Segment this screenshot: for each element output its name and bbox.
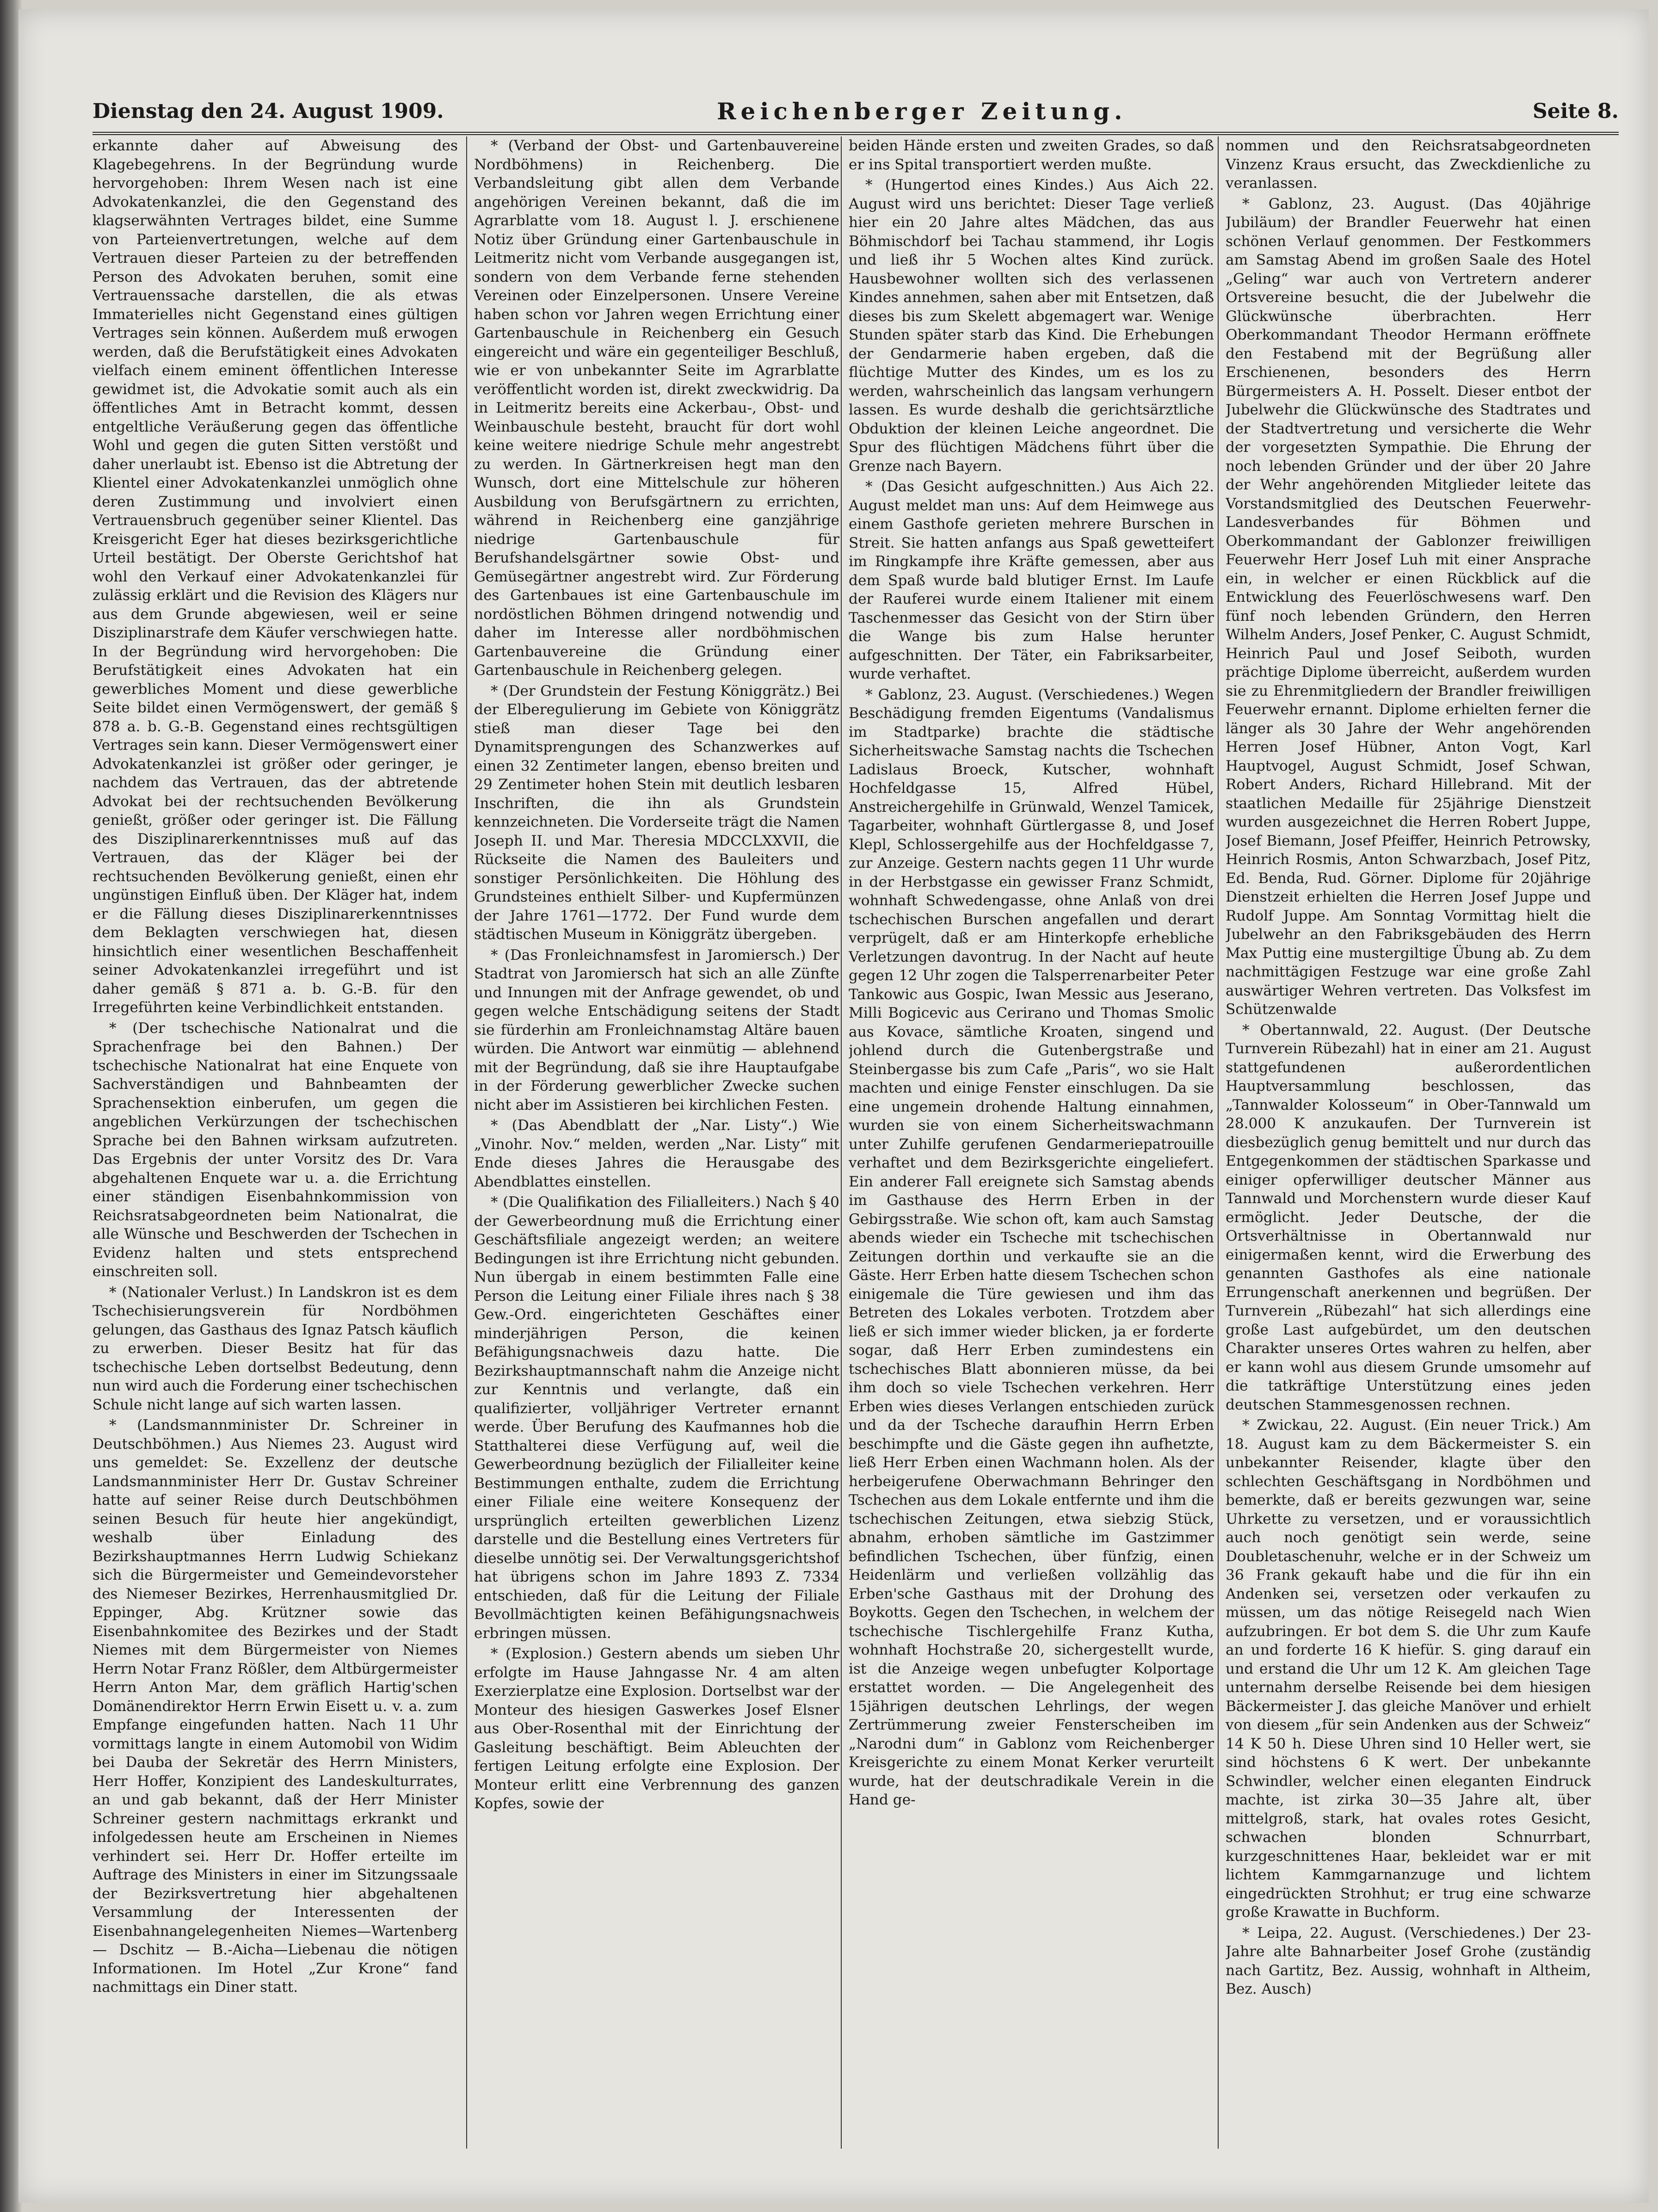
column-4 [1226, 136, 1591, 2149]
article-paragraph: erkannte daher auf Abweisung des Klagebegehrens. In der Begründung wurde hervorgehoben: Ihrem Wesen nach ist eine Advokatenkanzlei, die den Gegenstand des klagserwähnten Vertrages bildet, eine Summe von Parteienvertretungen, welche auf dem Vertrauen dieser Parteien zu der betreffenden Person des Advokaten beruhen, somit eine Vertrauenssache darstellen, die als etwas Immaterielles nicht Gegenstand eines gültigen Vertrages sein können. Außerdem muß erwogen werden, daß die Berufstätigkeit eines Advokaten vielfach einem eminent öffentlichen Interesse gewidmet ist, die Advokatie somit auch als ein öffentliches Amt in Betracht kommt, dessen entgeltliche Veräußerung gegen das öffentliche Wohl und gegen die guten Sitten verstößt und daher unerlaubt ist. Ebenso ist die Abtretung der Klientel einer Advokatenkanzlei unmöglich ohne deren Zustimmung und involviert einen Vertrauensbruch gegenüber seiner Klientel. Das Kreisgericht Eger hat dieses bezirksgerichtliche Urteil bestätigt. Der Oberste Gerichtshof hat wohl den Verkauf einer Advokatenkanzlei für zulässig erklärt und die Revision des Klägers nur aus dem Grunde abgewiesen, weil er seine Disziplinarstrafe dem Käufer verschwiegen hatte. In der Begründung wird hervorgehoben: Die Berufstätigkeit eines Advokaten hat ein gewerbliches Moment und diese gewerbliche Seite bildet einen Vermögenswert, der gemäß § 878 a. b. G.-B. Gegenstand eines rechtsgültigen Vertrages sein kann. Dieser Vermögenswert einer Advokatenkanzlei ist größer oder geringer, je nachdem das Vertrauen, das der abtretende Advokat bei der rechtsuchenden Bevölkerung genießt, größer oder geringer ist. Die Fällung des Disziplinarerkenntnisses muß auf das Vertrauen, das der Kläger bei der rechtsuchenden Bevölkerung genießt, einen ehr ungünstigen Einfluß üben. Der Kläger hat, indem er die Fällung dieses Disziplinarerkenntnisses dem Beklagten verschwiegen hat, diesen hinsichtlich einer wesentlichen Beschaffenheit seiner Advokatenkanzlei irregeführt und ist daher gemäß § 871 a. b. G.-B. für den Irregeführten keine Verbindlichkeit entstanden. [92, 137, 458, 1016]
column-rule [466, 136, 467, 2149]
masthead [92, 95, 1619, 135]
issue-date: Dienstag den 24. August 1909. [92, 99, 444, 123]
article-paragraph: * (Hungertod eines Kindes.) Aus Aich 22. August wird uns berichtet: Dieser Tage verließ hier ein 20 Jahre altes Mädchen, das aus Böhmischdorf bei Tachau stammend, ihr Logis und ließ ihr 5 Wochen altes Kind zurück. Hausbewohner wollten sich des verlassenen Kindes annehmen, sahen aber mit Entsetzen, daß dieses bis zum Skelett abgemagert war. Wenige Stunden später starb das Kind. Die Erhebungen der Gendarmerie haben ergeben, daß die flüchtige Mutter des Kindes, um es los zu werden, wahrscheinlich das langsam verhungern lassen. Es wurde deshalb die gerichtsärztliche Obduktion der kleinen Leiche angeordnet. Die Spur des flüchtigen Mädchens führt über die Grenze nach Bayern. [849, 177, 1214, 475]
article-paragraph: * (Die Qualifikation des Filialleiters.) Nach § 40 der Gewerbeordnung muß die Errichtung einer Geschäftsfiliale angezeigt werden; an weitere Bedingungen ist ihre Errichtung nicht gebunden. Nun übergab in einem bestimmten Falle eine Person die Leitung einer Filiale ihres nach § 38 Gew.-Ord. eingerichteten Geschäftes einer minderjährigen Person, die keinen Befähigungsnachweis dazu hatte. Die Bezirkshauptmannschaft nahm die Anzeige nicht zur Kenntnis und verlangte, daß ein qualifizierter, volljähriger Vertreter ernannt werde. Über Berufung des Kaufmannes hob die Statthalterei diese Verfügung auf, weil die Gewerbeordnung bezüglich der Filialleiter keine Bestimmungen enthalte, zudem die Errichtung einer Filiale eine weitere Konsequenz der ursprünglich erteilten gewerblichen Lizenz darstelle und die Bestellung eines Vertreters für dieselbe unnötig sei. Der Verwaltungsgerichtshof hat übrigens schon im Jahre 1893 Z. 7334 entschieden, daß für die Leitung der Filiale Bevollmächtigten keinen Befähigungsnachweis erbringen müssen. [474, 1194, 839, 1642]
article-paragraph: * Gablonz, 23. August. (Verschiedenes.) Wegen Beschädigung fremden Eigentums (Vandalismus im Stadtparke) brachte die städtische Sicherheitswache Samstag nachts die Tschechen Ladislaus Broeck, Kutscher, wohnhaft Hochfeldgasse 15, Alfred Hübel, Anstreichergehilfe in Grünwald, Wenzel Tamicek, Tagarbeiter, wohnhaft Gürtlergasse 8, und Josef Klepl, Schlossergehilfe aus der Hochfeldgasse 7, zur Anzeige. Gestern nachts gegen 11 Uhr wurde in der Herbstgasse ein gewisser Franz Schmidt, wohnhaft Schwedengasse, ohne Anlaß von drei tschechischen Burschen angefallen und derart verprügelt, daß er am Hinterkopfe erhebliche Verletzungen davontrug. In der Nacht auf heute gegen 12 Uhr zogen die Talsperrenarbeiter Peter Tankowic aus Gospic, Iwan Messic aus Jeserano, Milli Bogicevic aus Cerirano und Thomas Smolic aus Kovace, sämtliche Kroaten, singend und johlend durch die Gutenbergstraße und Steinbergasse bis zum Cafe „Paris“, wo sie Halt machten und einige Fenster einschlugen. Da sie eine ungemein drohende Haltung einnahmen, wurden sie von einem Sicherheitswachmann unter Zuhilfe gerufenen Gendarmeriepatrouille verhaftet und dem Bezirksgerichte eingeliefert. Ein anderer Fall ereignete sich Samstag abends im Gasthause des Herrn Erben in der Gebirgsstraße. Wie schon oft, kam auch Samstag abends wieder ein Tscheche mit tschechischen Zeitungen dorthin und verkaufte sie an die Gäste. Herr Erben hatte diesem Tschechen schon einigemale die Türe gewiesen und ihm das Betreten des Lokales verboten. Trotzdem aber ließ er sich immer wieder blicken, ja er forderte sogar, daß Herr Erben zumindestens ein tschechisches Blatt abonnieren müsse, da bei ihm doch so viele Tschechen verkehren. Herr Erben wies dieses Verlangen entschieden zurück und da der Tscheche daraufhin Herrn Erben beschimpfte und die Gäste gegen ihn aufhetzte, ließ Herr Erben einen Wachmann holen. Als der herbeigerufene Oberwachmann Behringer den Tschechen aus dem Lokale entfernte und ihm die tschechischen Zeitungen, etwa siebzig Stück, abnahm, erhoben sämtliche im Gastzimmer befindlichen Tschechen, über fünfzig, einen Heidenlärm und verließen vollzählig das Erben'sche Gasthaus mit der Drohung des Boykotts. Gegen den Tschechen, in welchem der tschechische Tischlergehilfe Franz Kutha, wohnhaft Hochstraße 20, sichergestellt wurde, ist die Anzeige wegen unbefugter Kolportage erstattet worden. — Die Angelegenheit des 15jährigen deutschen Lehrlings, der wegen Zertrümmerung zweier Fensterscheiben im „Narodni dum“ in Gablonz vom Reichenberger Kreisgerichte zu einem Monat Kerker verurteilt wurde, hat der deutschradikale Verein in die Hand ge- [849, 686, 1214, 1808]
article-paragraph: * (Verband der Obst- und Gartenbauvereine Nordböhmens) in Reichenberg. Die Verbandsleitung gibt allen dem Verbande angehörigen Vereinen bekannt, daß die im Agrarblatte vom 18. August l. J. erschienene Notiz über Gründung einer Gartenbauschule in Leitmeritz nicht vom Verbande ausgegangen ist, sondern von dem Verbande ferne stehenden Vereinen oder Einzelpersonen. Unsere Vereine haben schon vor Jahren wegen Errichtung einer Gartenbauschule in Reichenberg ein Gesuch eingereicht und wäre ein gegenteiliger Beschluß, wie er von unbekannter Seite im Agrarblatte veröffentlicht worden ist, direkt zweckwidrig. Da in Leitmeritz bereits eine Ackerbau-, Obst- und Weinbauschule besteht, braucht für dort wohl keine weitere niedrige Schule mehr angestrebt zu werden. In Gärtnerkreisen hegt man den Wunsch, dort eine Mittelschule zur höheren Ausbildung von Berufsgärtnern zu errichten, während in Reichenberg eine ganzjährige niedrige Gartenbauschule für Berufshandelsgärtner sowie Obst- und Gemüsegärtner angestrebt wird. Zur Förderung des Gartenbaues ist eine Gartenbauschule im nordöstlichen Böhmen dringend notwendig und daher im Interesse aller nordböhmischen Gartenbauvereine die Gründung einer Gartenbauschule in Reichenberg gelegen. [474, 137, 839, 679]
article-paragraph: * Obertannwald, 22. August. (Der Deutsche Turnverein Rübezahl) hat in einer am 21. August stattgefundenen außerordentlichen Hauptversammlung beschlossen, das „Tannwalder Kolosseum“ in Ober-Tannwald um 28.000 K anzukaufen. Der Turnverein ist diesbezüglich genug bemittelt und nur durch das Entgegenkommen der städtischen Sparkasse und einiger opferwilliger deutscher Männer aus Tannwald und Morchenstern wurde dieser Kauf ermöglicht. Jeder Deutsche, der die Ortsverhältnisse in Obertannwald nur einigermaßen kennt, wird die Erwerbung des genannten Gasthofes als eine nationale Errungenschaft anerkennen und begrüßen. Der Turnverein „Rübezahl“ hat sich allerdings eine große Last aufgebürdet, um den deutschen Charakter unseres Ortes wahren zu helfen, aber er kann wohl aus diesem Grunde umsomehr auf die tatkräftige Unterstützung eines jeden deutschen Stammesgenossen rechnen. [1226, 1021, 1591, 1413]
article-paragraph: * (Nationaler Verlust.) In Landskron ist es dem Tschechisierungsverein für Nordböhmen gelungen, das Gasthaus des Ignaz Patsch käuflich zu erwerben. Dieser Besitz hat für das tschechische Leben dortselbst Bedeutung, denn nun wird auch die Forderung einer tschechischen Schule nicht lange auf sich warten lassen. [92, 1284, 458, 1413]
article-paragraph: * Leipa, 22. August. (Verschiedenes.) Der 23-Jahre alte Bahnarbeiter Josef Grohe (zuständig nach Gartitz, Bez. Aussig, wohnhaft in Altheim, Bez. Ausch) [1226, 1924, 1591, 1997]
article-paragraph: * (Das Abendblatt der „Nar. Listy“.) Wie „Vinohr. Nov.“ melden, werden „Nar. Listy“ mit Ende dieses Jahres die Herausgabe des Abendblattes einstellen. [474, 1117, 839, 1190]
article-paragraph: * (Explosion.) Gestern abends um sieben Uhr erfolgte im Hause Jahngasse Nr. 4 am alten Exerzierplatze eine Explosion. Dortselbst war der Monteur des hiesigen Gaswerkes Josef Elsner aus Ober-Rosenthal mit der Einrichtung der Gasleitung beschäftigt. Beim Ableuchten der fertigen Leitung erfolgte eine Explosion. Der Monteur erlitt eine Verbrennung des ganzen Kopfes, sowie der [474, 1645, 839, 1812]
newspaper-title: Reichenberger Zeitung. [717, 98, 1127, 125]
column-rule [1218, 136, 1219, 2149]
article-paragraph: * Gablonz, 23. August. (Das 40jährige Jubiläum) der Brandler Feuerwehr hat einen schönen Verlauf genommen. Der Festkommers am Samstag Abend im großen Saale des Hotel „Geling“ war auch von Vertretern anderer Ortsvereine besucht, die der Jubelwehr die Glückwünsche überbrachten. Herr Oberkommandant Theodor Hermann eröffnete den Festabend mit der Begrüßung aller Erschienenen, besonders des Herrn Bürgermeisters A. H. Posselt. Dieser entbot der Jubelwehr die Glückwünsche des Stadtrates und der Stadtvertretung und versicherte die Wehr der vorgesetzten Sympathie. Die Ehrung der noch lebenden Gründer und der über 20 Jahre der Wehr angehörenden Mitglieder leitete das Vorstandsmitglied des Deutschen Feuerwehr-Landesverbandes für Böhmen und Oberkommandant der Gablonzer freiwilligen Feuerwehr Herr Josef Luh mit einer Ansprache ein, in welcher er einen Rückblick auf die Entwicklung des Feuerlöschwesens warf. Den fünf noch lebenden Gründern, den Herren Wilhelm Anders, Josef Penker, C. August Schmidt, Heinrich Paul und Josef Seiboth, wurden prächtige Diplome überreicht, außerdem wurden sie zu Ehrenmitgliedern der Brandler freiwilligen Feuerwehr ernannt. Diplome erhielten ferner die länger als 30 Jahre der Wehr angehörenden Herren Josef Hübner, Anton Vogt, Karl Hauptvogel, August Schmidt, Josef Schwan, Robert Anders, Richard Hillebrand. Mit der staatlichen Medaille für 25jährige Dienstzeit wurden ausgezeichnet die Herren Robert Juppe, Josef Biemann, Josef Pfeiffer, Heinrich Petrowsky, Heinrich Rosmis, Anton Schwarzbach, Josef Pitz, Ed. Benda, Rud. Görner. Diplome für 20jährige Dienstzeit erhielten die Herren Josef Juppe und Rudolf Juppe. Am Sonntag Vormittag hielt die Jubelwehr an den Fabriksgebäuden des Herrn Max Puttig eine mustergiltige Übung ab. Zu dem nachmittägigen Festzuge war eine große Zahl auswärtiger Wehren vertreten. Das Volksfest im Schützenwalde [1226, 195, 1591, 1018]
column-1 [92, 136, 458, 2149]
article-paragraph: * (Der Grundstein der Festung Königgrätz.) Bei der Elberegulierung im Gebiete von Königgrätz stieß man dieser Tage bei den Dynamitsprengungen des Schanzwerkes auf einen 32 Zentimeter langen, ebenso breiten und 29 Zentimeter hohen Stein mit deutlich lesbaren Inschriften, die ihn als Grundstein kennzeichneten. Die Vorderseite trägt die Namen Joseph II. und Mar. Theresia MDCCLXXVII, die Rückseite die Namen des Bauleiters und sonstiger Persönlichkeiten. Die Höhlung des Grundsteines enthielt Silber- und Kupfermünzen der Jahre 1761—1772. Der Fund wurde dem städtischen Museum in Königgrätz übergeben. [474, 682, 839, 943]
column-rule [841, 136, 842, 2149]
article-paragraph: nommen und den Reichsratsabgeordneten Vinzenz Kraus ersucht, das Zweckdienliche zu veranlassen. [1226, 137, 1591, 192]
article-paragraph: * (Der tschechische Nationalrat und die Sprachenfrage bei den Bahnen.) Der tschechische Nationalrat hat eine Enquete von Sachverständigen und Bahnbeamten der Sprachensektion einberufen, um gegen die angeblichen Verkürzungen der tschechischen Sprache bei den Bahnen wirksam aufzutreten. Das Ergebnis der unter Vorsitz des Dr. Vara abgehaltenen Enquete war u. a. die Errichtung einer ständigen Eisenbahnkommission von Reichsratsabgeordneten beim Nationalrat, die alle Wünsche und Beschwerden der Tschechen in Evidenz halten und stets entsprechend einschreiten soll. [92, 1019, 458, 1280]
column-2 [474, 136, 839, 2149]
article-paragraph: * (Das Fronleichnamsfest in Jaromiersch.) Der Stadtrat von Jaromiersch hat sich an alle Zünfte und Innungen mit der Anfrage gewendet, ob und gegen welche Entschädigung seitens der Stadt sie fürderhin am Fronleichnamstag Altäre bauen würden. Die Antwort war einmütig — ablehnend mit der Begründung, daß sie ihre Hauptaufgabe in der Förderung gewerblicher Zwecke suchen nicht aber im Assistieren bei kirchlichen Festen. [474, 946, 839, 1113]
article-paragraph: beiden Hände ersten und zweiten Grades, so daß er ins Spital transportiert werden mußte. [849, 137, 1214, 173]
article-paragraph: * Zwickau, 22. August. (Ein neuer Trick.) Am 18. August kam zu dem Bäckermeister S. ein unbekannter Reisender, klagte über den schlechten Geschäftsgang in Nordböhmen und bemerkte, daß er bereits gezwungen war, seine Uhrkette zu versetzen, und er voraussichtlich auch noch genötigt sein werde, seine Doubletaschenuhr, welche er in der Schweiz um 36 Frank gekauft habe und die für ihn ein Andenken sei, versetzen oder verkaufen zu müssen, um das nötige Reisegeld nach Wien aufzubringen. Er bot dem S. die Uhr zum Kaufe an und forderte 16 K hiefür. S. ging darauf ein und erstand die Uhr um 12 K. Am gleichen Tage unternahm derselbe Reisende bei dem hiesigen Bäckermeister J. das gleiche Manöver und erhielt von diesem „für sein Andenken aus der Schweiz“ 14 K 50 h. Diese Uhren sind 10 Heller wert, sie sind höchstens 6 K wert. Der unbekannte Schwindler, welcher einen eleganten Eindruck machte, ist zirka 30—35 Jahre alt, über mittelgroß, stark, hat ovales rotes Gesicht, schwachen blonden Schnurrbart, kurzgeschnittenes Haar, bekleidet war er mit lichtem Kammgarnanzuge und lichtem eingedrückten Strohhut; er trug eine schwarze große Krawatte in Buchform. [1226, 1417, 1591, 1921]
column-3 [849, 136, 1214, 2149]
article-paragraph: * (Das Gesicht aufgeschnitten.) Aus Aich 22. August meldet man uns: Auf dem Heimwege aus einem Gasthofe gerieten mehrere Burschen in Streit. Sie hatten anfangs aus Spaß gewetteifert im Ringkampfe ihre Kräfte gemessen, aber aus dem Spaß wurde bald blutiger Ernst. Im Laufe der Rauferei wurde einem Italiener mit einem Taschenmesser das Gesicht von der Stirn über die Wange bis zum Halse herunter aufgeschnitten. Der Täter, ein Fabriksarbeiter, wurde verhaftet. [849, 478, 1214, 682]
page-number: Seite 8. [1532, 99, 1619, 123]
article-paragraph: * (Landsmannminister Dr. Schreiner in Deutschböhmen.) Aus Niemes 23. August wird uns gemeldet: Se. Exzellenz der deutsche Landsmannminister Herr Dr. Gustav Schreiner hatte auf seiner Reise durch Deutschböhmen seinen Besuch für heute hier angekündigt, weshalb über Einladung des Bezirkshauptmannes Herrn Ludwig Schiekanz sich die Bürgermeister und Gemeindevorsteher des Niemeser Bezirkes, Herrenhausmitglied Dr. Eppinger, Abg. Krützner sowie das Eisenbahnkomitee des Bezirkes und der Stadt Niemes mit dem Bürgermeister von Niemes Herrn Notar Franz Rößler, dem Altbürgermeister Herrn Anton Mar, dem gräflich Hartig'schen Domänendirektor Herrn Erwin Eisett u. v. a. zum Empfange eingefunden hatten. Nach 11 Uhr vormittags langte in einem Automobil von Widim bei Dauba der Sekretär des Herrn Ministers, Herr Hoffer, Konzipient des Landeskulturrates, an und gab bekannt, daß der Herr Minister Schreiner gestern nachmittags erkrankt und infolgedessen heute am Erscheinen in Niemes verhindert sei. Herr Dr. Hoffer erteilte im Auftrage des Ministers in einer im Sitzungssaale der Bezirksvertretung hier abgehaltenen Versammlung der Interessenten der Eisenbahnangelegenheiten Niemes—Wartenberg — Dschitz — B.-Aicha—Liebenau die nötigen Informationen. Im Hotel „Zur Krone“ fand nachmittags ein Diner statt. [92, 1417, 458, 1996]
